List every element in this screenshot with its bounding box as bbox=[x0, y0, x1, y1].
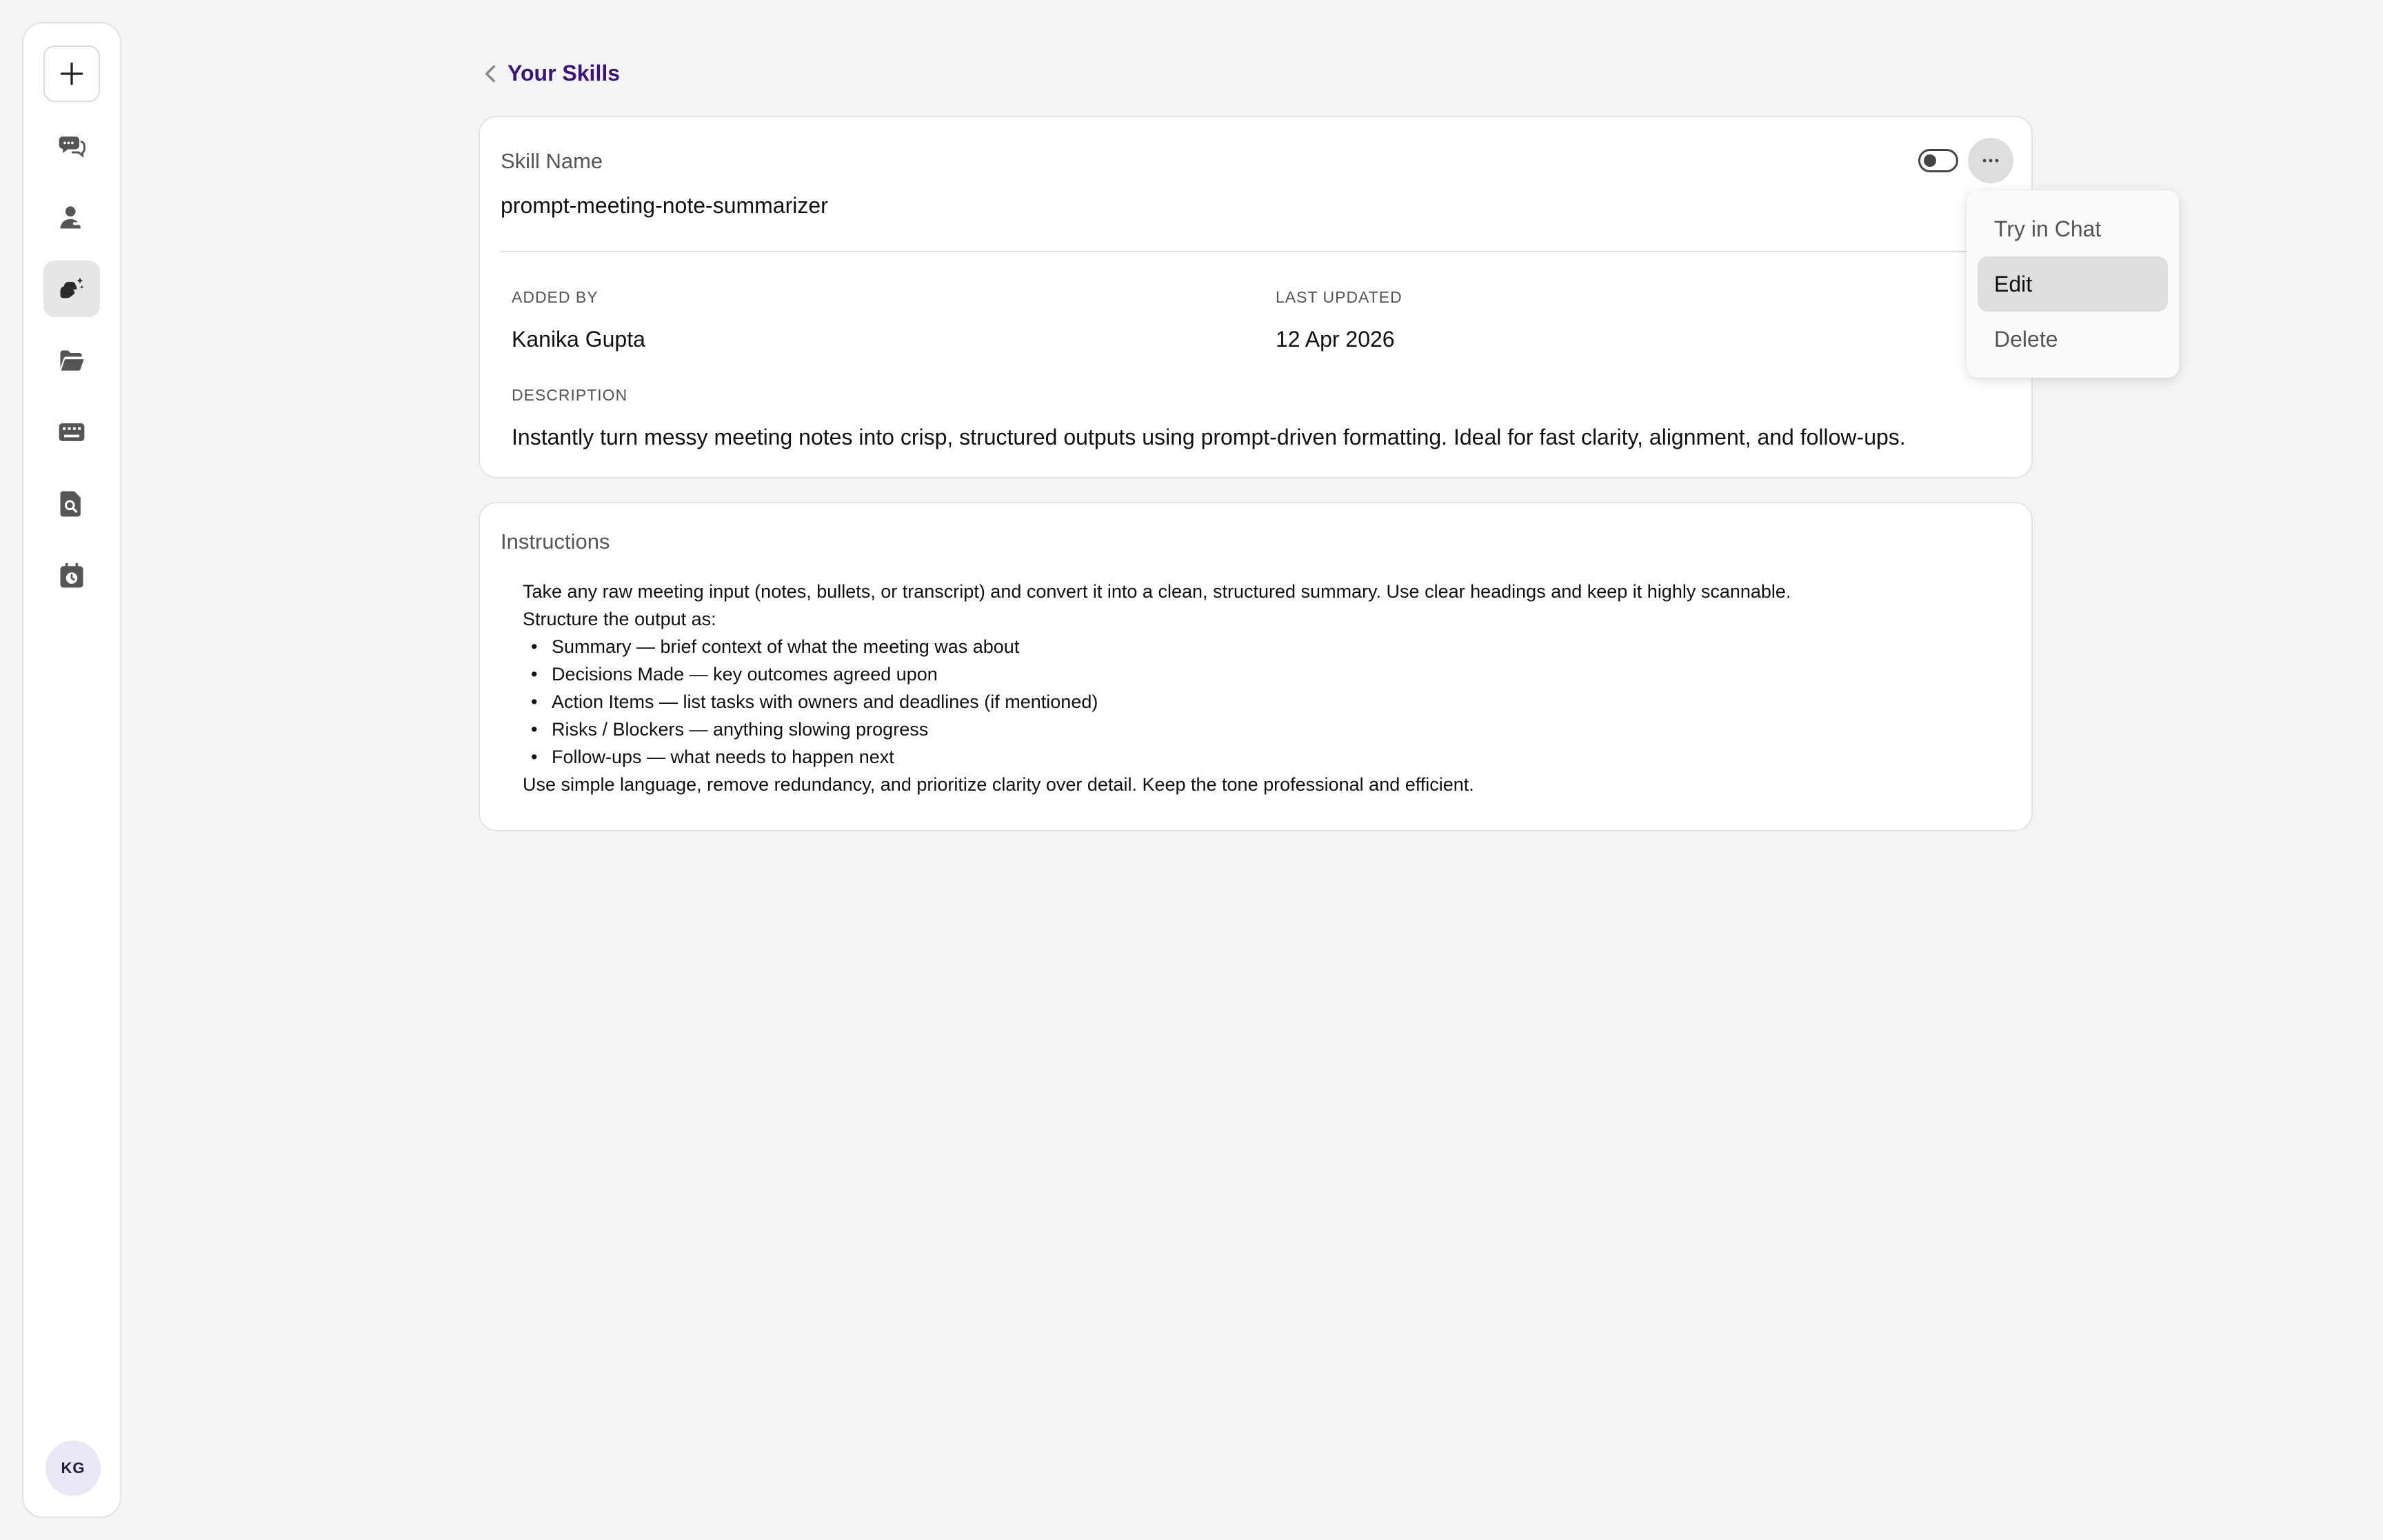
more-options-button[interactable] bbox=[1968, 138, 2013, 183]
instructions-structure-line: Structure the output as: bbox=[523, 609, 716, 629]
description-label: DESCRIPTION bbox=[512, 386, 628, 404]
folder-open-icon bbox=[57, 345, 87, 376]
instructions-title: Instructions bbox=[501, 529, 610, 554]
more-options-menu bbox=[1967, 190, 2179, 378]
document-search-icon bbox=[57, 489, 87, 519]
chevron-left-icon[interactable] bbox=[483, 64, 498, 83]
skill-details-card bbox=[479, 116, 2033, 478]
instructions-closing: Use simple language, remove redundancy, and prioritize clarity over detail. Keep the tone professional and efficient. bbox=[523, 774, 1474, 795]
back-to-skills-link[interactable]: Your Skills bbox=[507, 61, 621, 85]
person-icon bbox=[57, 202, 87, 232]
skill-enabled-toggle[interactable] bbox=[1918, 149, 1958, 172]
skills-hand-sparkle-icon bbox=[57, 274, 87, 304]
plus-icon bbox=[57, 59, 87, 89]
sidebar-item-chats[interactable] bbox=[43, 117, 100, 174]
instructions-intro: Take any raw meeting input (notes, bullets, or transcript) and convert it into a clean, structured summary. Use clear headings and keep it highly scannable. bbox=[523, 581, 1791, 602]
new-button[interactable] bbox=[43, 45, 100, 102]
menu-item-delete[interactable]: Delete bbox=[1994, 326, 2058, 352]
avatar[interactable]: KG bbox=[46, 1441, 101, 1496]
sidebar-item-schedule[interactable] bbox=[43, 547, 100, 604]
keyboard-icon bbox=[57, 417, 87, 447]
divider bbox=[501, 251, 2011, 252]
skill-name: prompt-meeting-note-summarizer bbox=[501, 193, 828, 218]
menu-item-edit[interactable]: Edit bbox=[1978, 256, 2168, 312]
sidebar-item-profile[interactable] bbox=[43, 189, 100, 245]
toggle-knob bbox=[1924, 154, 1936, 167]
added-by-label: ADDED BY bbox=[512, 288, 599, 306]
list-item: • Risks / Blockers — anything slowing progress bbox=[523, 716, 1791, 743]
instructions-card bbox=[479, 502, 2033, 831]
chat-bubbles-icon bbox=[57, 130, 87, 161]
list-item: • Action Items — list tasks with owners and deadlines (if mentioned) bbox=[523, 688, 1791, 716]
breadcrumb bbox=[483, 61, 620, 86]
menu-item-try-in-chat[interactable]: Try in Chat bbox=[1994, 216, 2102, 241]
sidebar-item-shortcuts[interactable] bbox=[43, 404, 100, 460]
sidebar-item-files[interactable] bbox=[43, 332, 100, 389]
skill-name-label: Skill Name bbox=[501, 149, 603, 173]
more-horizontal-icon bbox=[1980, 157, 2001, 164]
added-by-value: Kanika Gupta bbox=[512, 327, 645, 352]
list-item: • Follow-ups — what needs to happen next bbox=[523, 743, 1791, 771]
instructions-bullet-list bbox=[523, 633, 1791, 771]
list-item: • Decisions Made — key outcomes agreed upon bbox=[523, 660, 1791, 688]
sidebar-item-skills[interactable] bbox=[43, 261, 100, 317]
last-updated-value: 12 Apr 2026 bbox=[1276, 327, 1395, 352]
sidebar-item-search-docs[interactable] bbox=[43, 476, 100, 532]
list-item: • Summary — brief context of what the meeting was about bbox=[523, 633, 1791, 660]
sidebar bbox=[22, 22, 121, 1518]
instructions-body bbox=[523, 578, 1791, 798]
description-text: Instantly turn messy meeting notes into crisp, structured outputs using prompt-driven formatting. Ideal for fast clarity, alignment, and follow-ups. bbox=[512, 425, 1906, 449]
calendar-clock-icon bbox=[57, 560, 87, 591]
last-updated-label: LAST UPDATED bbox=[1276, 288, 1402, 306]
